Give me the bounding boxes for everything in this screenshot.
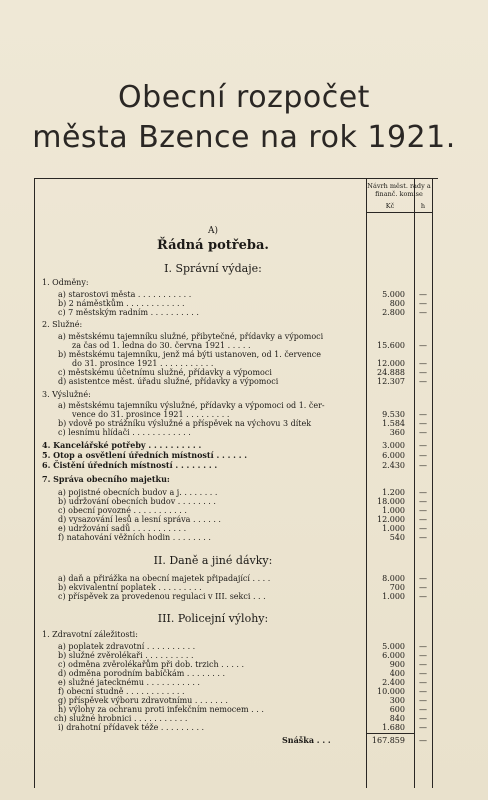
- h-dash: —: [419, 488, 427, 497]
- item-7e: e) udržování sadů . . . . . . . . . . .: [58, 524, 187, 533]
- item-7a: a) pojistné obecních budov a j. . . . . . . .: [58, 488, 218, 497]
- value-iii-ch: 840: [389, 714, 405, 723]
- h-dash: —: [419, 524, 427, 533]
- h-dash: —: [419, 678, 427, 687]
- value-7a: 1.200: [382, 488, 405, 497]
- item-iii-f: f) obecní studně . . . . . . . . . . . .: [58, 687, 185, 696]
- column-kc-header: Kč: [385, 202, 395, 210]
- h-dash: —: [419, 660, 427, 669]
- sum-label: Snáška . . .: [282, 735, 331, 745]
- item-7b: b) udržování obecních budov . . . . . . . .: [58, 497, 216, 506]
- value-iii-f: 10.000: [377, 687, 405, 696]
- value-iii-d: 400: [389, 669, 405, 678]
- section-2-heading: II. Daně a jiné dávky:: [153, 554, 273, 567]
- column-header: Návrh měst. rady a finanč. komise: [367, 182, 431, 198]
- h-dash: —: [419, 359, 427, 368]
- value-3a: 9.530: [382, 410, 405, 419]
- item-7f: f) natahování věžních hodin . . . . . . . .: [58, 533, 211, 542]
- value-iii-h: 600: [389, 705, 405, 714]
- item-2b-cont: do 31. prosince 1921 . . . . . . . . . . .: [72, 359, 214, 368]
- h-dash: —: [419, 451, 427, 460]
- item-1b: b) 2 náměstkům . . . . . . . . . . . .: [58, 299, 185, 308]
- section-1-heading: I. Správní výdaje:: [164, 262, 262, 275]
- value-7b: 18.000: [377, 497, 405, 506]
- value-iii-c: 900: [389, 660, 405, 669]
- item-3b: b) vdově po strážníku výslužné a příspěvek na výchovu 3 dítek: [58, 419, 312, 428]
- header-rule: [366, 212, 432, 213]
- item-iii-i: i) drahotní přídavek téže . . . . . . . . .: [58, 723, 205, 732]
- value-iii-g: 300: [389, 696, 405, 705]
- value-2a: 15.600: [377, 341, 405, 350]
- item-iii-c: c) odměna zvěrolékařům při dob. trzich . . . . .: [58, 660, 245, 669]
- item-7c: c) obecní povozné . . . . . . . . . . .: [58, 506, 187, 515]
- title-line-2: města Bzence na rok 1921.: [32, 120, 456, 155]
- item-6: 6. Čistění úředních místností . . . . . . . .: [42, 460, 218, 470]
- item-iii-e: e) služné jatecknému . . . . . . . . . . .: [58, 678, 200, 687]
- value-7c: 1.000: [382, 506, 405, 515]
- h-dash: —: [419, 714, 427, 723]
- h-dash: —: [419, 299, 427, 308]
- h-dash: —: [419, 497, 427, 506]
- section-a-label: A): [207, 226, 218, 236]
- item-1c: c) 7 městským radním . . . . . . . . . .: [58, 308, 199, 317]
- value-iii-i: 1.680: [382, 723, 405, 732]
- h-dash: —: [419, 290, 427, 299]
- value-ii-c: 1.000: [382, 592, 405, 601]
- item-2b: b) městskému tajemníku, jenž má býti ustanoven, od 1. července: [58, 350, 321, 359]
- value-2c: 24.888: [377, 368, 405, 377]
- item-3-heading: 3. Výslužné:: [42, 390, 91, 399]
- h-dash: —: [419, 736, 427, 745]
- item-2a-cont: za čas od 1. ledna do 30. června 1921 . . . . .: [72, 341, 251, 350]
- h-dash: —: [419, 461, 427, 470]
- item-iii-a: a) poplatek zdravotní . . . . . . . . . .: [58, 642, 196, 651]
- h-dash: —: [419, 669, 427, 678]
- value-3b: 1.584: [382, 419, 405, 428]
- h-dash: —: [419, 441, 427, 450]
- item-7d: d) vysazování lesů a lesní správa . . . . . .: [58, 515, 221, 524]
- item-iii-d: d) odměna porodním babičkám . . . . . . . .: [58, 669, 225, 678]
- table-right-border: [432, 178, 433, 788]
- value-1b: 800: [389, 299, 405, 308]
- item-3a: a) městskému tajemníku výslužné, přídavky a výpomoci od 1. čer-: [58, 401, 325, 410]
- value-7f: 540: [389, 533, 405, 542]
- value-7d: 12.000: [377, 515, 405, 524]
- h-dash: —: [419, 428, 427, 437]
- h-dash: —: [419, 515, 427, 524]
- table-col-divider-h: [414, 178, 415, 788]
- section-3-heading: III. Policejní výlohy:: [157, 612, 269, 625]
- h-dash: —: [419, 419, 427, 428]
- item-1-heading: 1. Odměny:: [42, 278, 89, 287]
- value-4: 3.000: [382, 441, 405, 450]
- item-5: 5. Otop a osvětlení úředních místností . . . . . .: [42, 450, 248, 460]
- item-3c: c) lesnímu hlídači . . . . . . . . . . . .: [58, 428, 191, 437]
- item-iii-1-heading: 1. Zdravotní záležitosti:: [42, 630, 138, 639]
- item-3a-cont: vence do 31. prosince 1921 . . . . . . . . .: [72, 410, 230, 419]
- h-dash: —: [419, 642, 427, 651]
- h-dash: —: [419, 583, 427, 592]
- item-4: 4. Kancelářské potřeby . . . . . . . . . .: [42, 440, 202, 450]
- h-dash: —: [419, 506, 427, 515]
- item-ii-b: b) ekvivalentní poplatek . . . . . . . . .: [58, 583, 202, 592]
- value-6: 2.430: [382, 461, 405, 470]
- h-dash: —: [419, 687, 427, 696]
- h-dash: —: [419, 308, 427, 317]
- item-iii-h: h) výlohy za ochranu proti infekčním nemocem . . .: [58, 705, 264, 714]
- h-dash: —: [419, 696, 427, 705]
- h-dash: —: [419, 723, 427, 732]
- h-dash: —: [419, 705, 427, 714]
- value-ii-b: 700: [389, 583, 405, 592]
- value-1a: 5.000: [382, 290, 405, 299]
- item-2a: a) městskému tajemníku služné, přibytečné, přídavky a výpomoci: [58, 332, 324, 341]
- item-iii-g: g) příspěvek výboru zdravotnímu . . . . . . .: [58, 696, 228, 705]
- sum-value: 167.859: [371, 736, 405, 745]
- value-2d: 12.307: [377, 377, 405, 386]
- item-ii-c: c) příspěvek za provedenou regulaci v III. sekci . . .: [58, 592, 266, 601]
- item-iii-b: b) služné zvěrolékaři . . . . . . . . . .: [58, 651, 194, 660]
- value-iii-e: 2.400: [382, 678, 405, 687]
- value-1c: 2.800: [382, 308, 405, 317]
- section-a-title: Řádná potřeba.: [157, 238, 269, 253]
- h-dash: —: [419, 592, 427, 601]
- value-ii-a: 8.000: [382, 574, 405, 583]
- table-left-border: [34, 178, 35, 788]
- h-dash: —: [419, 368, 427, 377]
- item-2-heading: 2. Služné:: [42, 320, 83, 329]
- value-3c: 360: [389, 428, 405, 437]
- item-2d: d) asistentce měst. úřadu služné, přídavky a výpomoci: [58, 377, 279, 386]
- h-dash: —: [419, 377, 427, 386]
- h-dash: —: [419, 410, 427, 419]
- h-dash: —: [419, 574, 427, 583]
- value-2b: 12.000: [377, 359, 405, 368]
- value-5: 6.000: [382, 451, 405, 460]
- item-7-heading: 7. Správa obecního majetku:: [42, 474, 170, 484]
- item-iii-ch: ch) služné hrobnici . . . . . . . . . . .: [54, 714, 188, 723]
- value-7e: 1.000: [382, 524, 405, 533]
- title-line-1: Obecní rozpočet: [118, 80, 370, 115]
- h-dash: —: [419, 651, 427, 660]
- item-1a: a) starostovi města . . . . . . . . . . .: [58, 290, 192, 299]
- h-dash: —: [419, 341, 427, 350]
- column-h-header: h: [420, 202, 426, 210]
- item-2c: c) městskému účetnímu služné, přídavky a výpomoci: [58, 368, 272, 377]
- item-ii-a: a) daň a přirážka na obecní majetek připadající . . . .: [58, 574, 271, 583]
- value-iii-b: 6.000: [382, 651, 405, 660]
- sum-rule: [366, 733, 414, 734]
- h-dash: —: [419, 533, 427, 542]
- value-iii-a: 5.000: [382, 642, 405, 651]
